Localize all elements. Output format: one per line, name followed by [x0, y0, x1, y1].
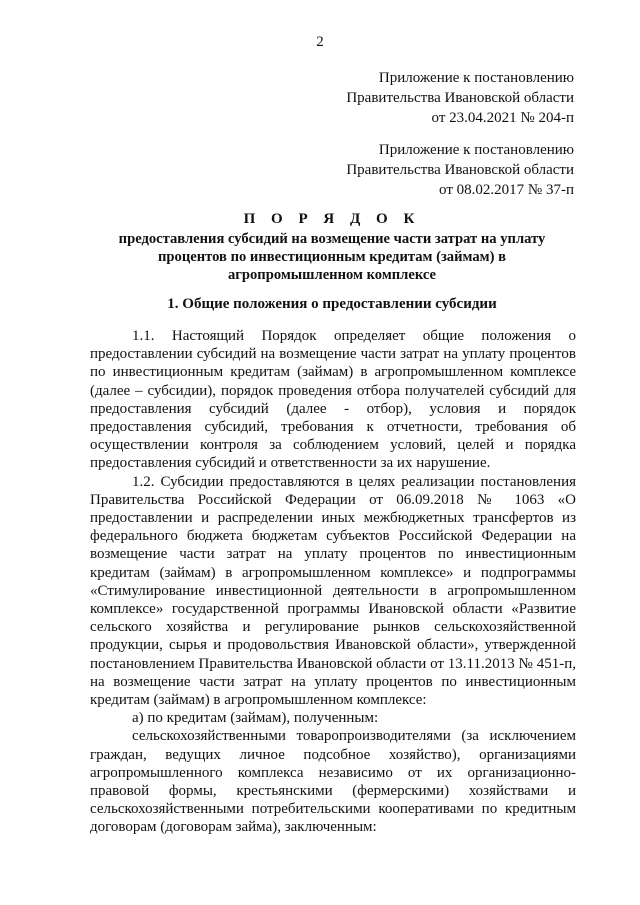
document-title-block	[90, 208, 574, 284]
document-title: П О Р Я Д О К	[243, 211, 421, 227]
document-body	[90, 327, 576, 837]
approval-line: Приложение к постановлению	[378, 70, 574, 86]
approval-line: Правительства Ивановской области	[346, 90, 574, 106]
section-heading: 1. Общие положения о предоставлении субсидии	[167, 296, 497, 312]
paragraph-1-2: 1.2. Субсидии предоставляются в целях реализации постановления Правительства Российской Федерации от 06.09.2018 № 1063 «О предоставлении и распределении иных межбюджетных трансфертов из федерального бюджета бюджетам субъектов Российской Федерации на возмещение части затрат на уплату процентов по инвестиционным кредитам (займам) в агропромышленном комплексе» и подпрограммы «Стимулирование инвестиционной деятельности в агропромышленном комплексе» государственной программы Ивановской области «Развитие сельского хозяйства и регулирование рынков сельскохозяйственной продукции, сырья и продовольствия Ивановской области», утвержденной постановлением Правительства Ивановской области от 13.11.2013 № 451-п, на возмещение части затрат на уплату процентов по инвестиционным кредитам (займам) в агропромышленном комплексе:	[90, 473, 576, 709]
page-number: 2	[316, 34, 324, 50]
approval-block-original	[346, 140, 574, 200]
approval-line: от 23.04.2021 № 204-п	[431, 110, 574, 126]
approval-line: Правительства Ивановской области	[346, 162, 574, 178]
paragraph-recipients: сельскохозяйственными товаропроизводителями (за исключением граждан, ведущих личное подсобное хозяйство), организациями агропромышленного комплекса независимо от их организационно-правовой формы, крестьянскими (фермерскими) хозяйствами и сельскохозяйственными потребительскими кооперативами по кредитным договорам (договорам займа), заключенным:	[90, 728, 576, 836]
approval-line: Приложение к постановлению	[378, 142, 574, 158]
approval-line: от 08.02.2017 № 37-п	[439, 182, 574, 198]
paragraph-1-1: 1.1. Настоящий Порядок определяет общие положения о предоставлении субсидий на возмещение части затрат на уплату процентов по инвестиционным кредитам (займам) в агропромышленном комплексе (далее – субсидии), порядок проведения отбора получателей субсидий для предоставления субсидий (далее - отбор), условия и порядок предоставления субсидий, требования к отчетности, требования об осуществлении контроля за соблюдением условий, целей и порядка предоставления субсидий и ответственности за их нарушение.	[90, 328, 576, 472]
approval-block-current	[346, 68, 574, 128]
paragraph-item-a: а) по кредитам (займам), полученным:	[132, 710, 379, 727]
document-subtitle: предоставления субсидий на возмещение части затрат на уплату процентов по инвестиционным кредитам (займам) в агропромышленном комплексе	[118, 231, 546, 283]
